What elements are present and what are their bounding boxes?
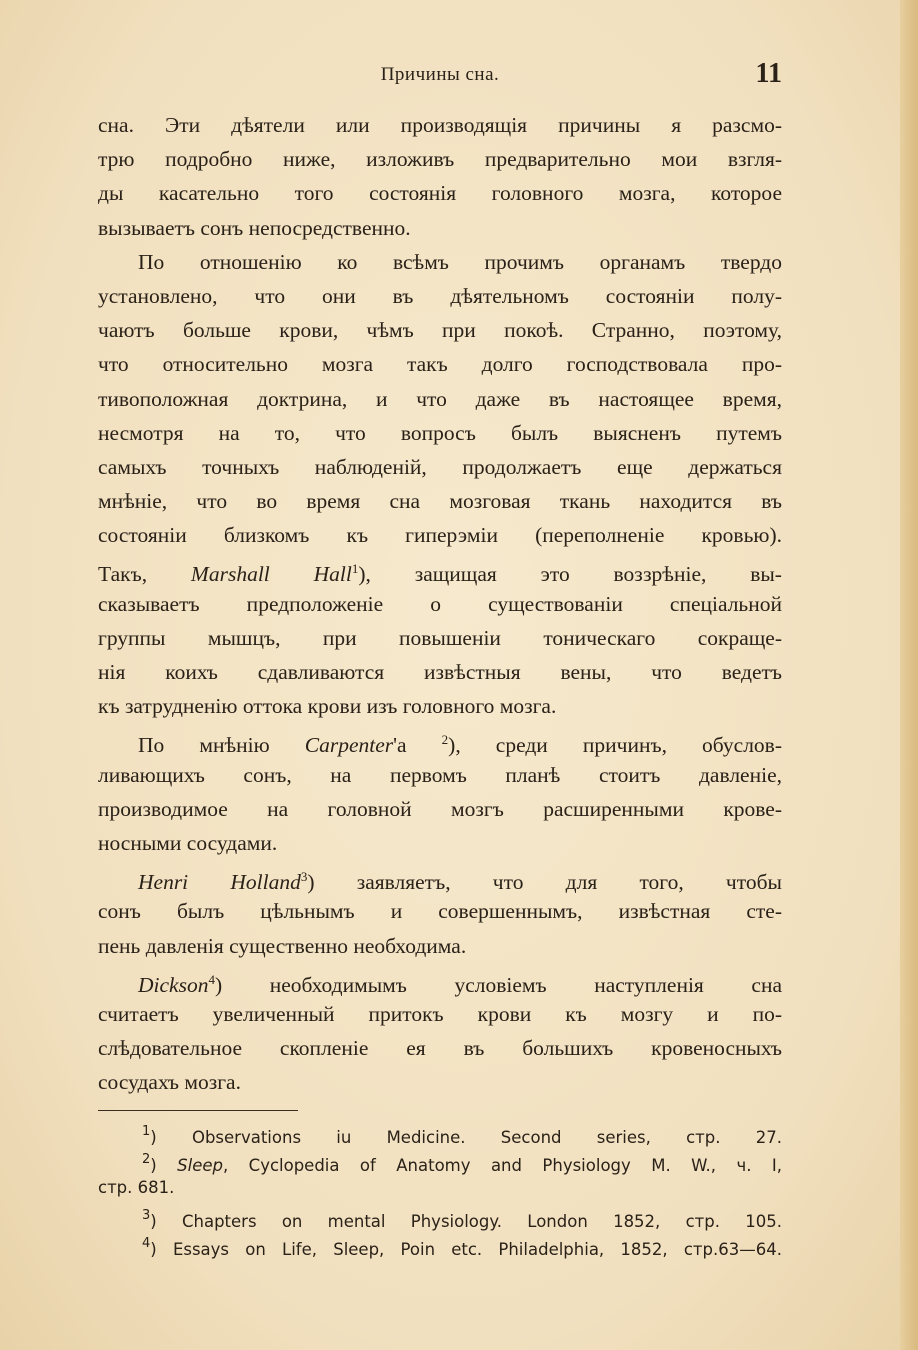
text-line: [98, 963, 782, 997]
text-line: считаетъ увеличенный притокъ крови къ мозгу и по-: [98, 1001, 782, 1026]
text-line: нія коихъ сдавливаются извѣстныя вены, что ведетъ: [98, 660, 782, 684]
text-line: сказываетъ предположеніе о существованіи спеціальной: [98, 591, 782, 616]
footnote-text: ) Essays on Life, Sleep, Poin etc. Philadelphia, 1852, стр.63—64.: [150, 1240, 782, 1259]
footnote-ref: 2: [441, 732, 449, 748]
text-fragment: ) заявляетъ, что для того, чтобы: [307, 870, 782, 895]
text-line: чаютъ больше крови, чѣмъ при покоѣ. Странно, поэтому,: [98, 318, 782, 343]
text-line: къ затрудненію оттока крови изъ головного мозга.: [98, 694, 557, 719]
footnote-ref: 3: [300, 869, 308, 885]
text-line: По отношенію ко всѣмъ прочимъ органамъ твердо: [138, 249, 782, 274]
text-fragment: 'а: [393, 733, 442, 758]
text-line: состояніи близкомъ къ гиперэміи (переполненіе кровью).: [98, 523, 782, 548]
text-line: сонъ былъ цѣльнымъ и совершеннымъ, извѣстная сте-: [98, 899, 782, 924]
text-line: [98, 860, 782, 894]
footnote-ref: 4: [208, 971, 215, 987]
footnote-marker: 3: [142, 1208, 151, 1223]
text-line: производимое на головной мозгъ расширенными крове-: [98, 796, 782, 821]
text-line: сосудахъ мозга.: [98, 1070, 241, 1095]
text-line: трю подробно ниже, изложивъ предварительно мои взгля-: [98, 147, 782, 172]
text-fragment: По мнѣнію: [138, 733, 305, 758]
text-fragment: ), среди причинъ, обуслов-: [448, 733, 782, 758]
text-line: [98, 723, 782, 757]
footnote-2: [98, 1146, 782, 1174]
footnote-1: [98, 1118, 782, 1146]
text-line: ды касательно того состоянія головного мозга, которое: [98, 181, 782, 206]
footnote-3: [98, 1202, 782, 1230]
footnote-marker: 4: [142, 1236, 151, 1251]
main-text: [98, 108, 782, 1099]
text-line: сна. Эти дѣятели или производящія причины я разсмо-: [98, 113, 782, 137]
footnotes: [98, 1118, 782, 1258]
text-line: группы мышцъ, при повышеніи тоническаго сокраще-: [98, 625, 782, 650]
text-line: установлено, что они въ дѣятельномъ состояніи полу-: [98, 283, 782, 308]
text-line: [98, 552, 782, 586]
text-line: тивоположная доктрина, и что даже въ настоящее время,: [98, 386, 782, 411]
text-fragment: ) необходимымъ условіемъ наступленія сна: [214, 972, 782, 997]
text-fragment: Такъ,: [98, 562, 191, 587]
footnote-2-continued: стр. 681.: [98, 1178, 175, 1197]
author-name: Dickson: [138, 972, 209, 997]
text-line: самыхъ точныхъ наблюденій, продолжаетъ еще держаться: [98, 454, 782, 479]
footnote-ref: 1: [351, 561, 359, 577]
text-line: мнѣніе, что во время сна мозговая ткань находится въ: [98, 489, 782, 514]
author-name: Marshall Hall: [190, 562, 352, 587]
author-name: Carpenter: [304, 733, 394, 758]
text-line: пень давленія существенно необходима.: [98, 933, 467, 958]
page-number: 11: [755, 58, 782, 89]
text-line: что относительно мозга такъ долго господствовала про-: [98, 352, 782, 377]
text-line: вызываетъ сонъ непосредственно.: [98, 215, 411, 240]
text-line: несмотря на то, что вопросъ былъ выясненъ путемъ: [98, 420, 782, 445]
footnote-text: , Cyclopedia of Anatomy and Physiology M. W., ч. I,: [223, 1156, 782, 1175]
footnote-4: [98, 1230, 782, 1258]
page-edge: [900, 0, 918, 1350]
running-title: Причины сна.: [380, 64, 500, 85]
footnote-title: Sleep: [177, 1156, 223, 1175]
page-header: [98, 58, 782, 98]
footnote-marker: 2: [142, 1152, 151, 1167]
text-line: слѣдовательное скопленіе ея въ большихъ кровеносныхъ: [98, 1036, 782, 1061]
text-line: носными сосудами.: [98, 830, 278, 855]
text-fragment: ), защищая это воззрѣніе, вы-: [358, 562, 782, 587]
footnote-text: ): [150, 1156, 178, 1175]
footnote-marker: 1: [142, 1124, 151, 1139]
author-name: Henri Holland: [138, 870, 301, 895]
footnote-text: ) Chapters on mental Physiology. London 1852, стр. 105.: [150, 1212, 782, 1231]
text-line: ливающихъ сонъ, на первомъ планѣ стоитъ давленіе,: [98, 762, 782, 787]
footnote-divider: [98, 1110, 298, 1111]
footnote-text: ) Observations iu Medicine. Second series, стр. 27.: [150, 1128, 782, 1147]
